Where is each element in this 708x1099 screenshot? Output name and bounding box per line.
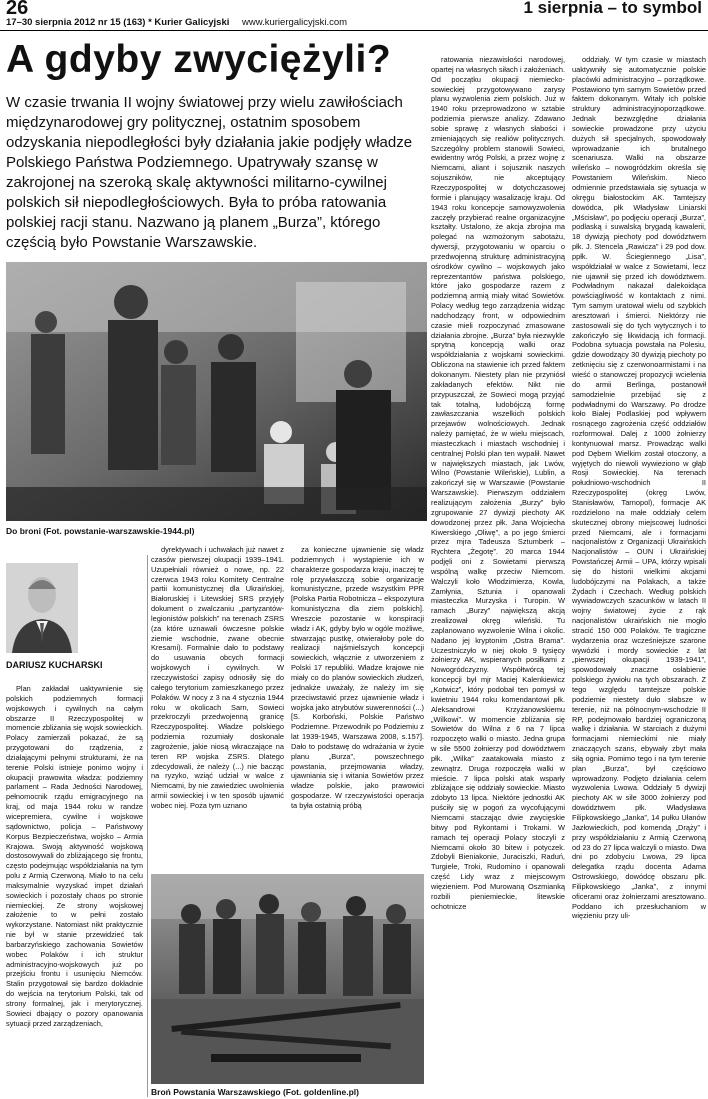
- issue-details: 17–30 sierpnia 2012 nr 15 (163) * Kurier Galicyjski: [6, 17, 230, 28]
- article-title: A gdyby zwyciężyli?: [6, 38, 392, 81]
- top-photo: [6, 262, 427, 521]
- column-1-text: Plan zakładał uaktywnienie się polskich podziemnych formacji wojskowych i cywilnych na całym obszarze II Rzeczypospolitej w momencie zbliżania się wojsk sowieckich. Polacy zamierzali pokazać, że są przygotowani do rządzenia, z działającymi pełnymi strukturami, że na terenie Polski istnieje ponimo wojny i okupacji prawowita władza: podziemny parlament – Rada Jedności Narodowej, pełnomocnik rządu emigracyjnego na kraj, od maja 1944 roku w randze wicepremiera, cywilne i wojskowe sądownictwo, policja – Państwowy Korpus Bezpieczeństwa, wojsko – Armia Krajowa. Swoją aktywność wojskową dostosowywali do zbliżającego się frontu, często podejmując współdziałania na tym polu z Armią Czerwoną. Miało to na celu maksymalnie wyzyskać impet działań sowieckich i pozostały chaos po stronie niemieckiej. Ze strony wojskowej założenie to w pełni zostało wykorzystane. Natomiast nikt praktycznie nie był w stanie przewidzieć tak barbarzyńskiego zachowania Sowietów wobec Polaków i ich struktur administracyjno-wojskowych już po przejściu frontu i usunięciu Niemców. Stalin przygotował się bardzo dokładnie do wejścia na terytorium Polski, tak od strony formalnej, jak i merytorycznej. Sowieci dbający o pozory opanowania sytuacji przed zarządzeniach,: [6, 684, 143, 1028]
- bottom-photo: [151, 874, 424, 1084]
- section-title: 1 sierpnia – to symbol: [523, 0, 702, 17]
- article-column-1: [6, 684, 143, 1097]
- issue-info: [6, 17, 347, 28]
- article-column-3: [291, 545, 424, 869]
- article-column-2: [151, 545, 284, 869]
- column-3-text: za konieczne ujawnienie się władz podziemnych i wystąpienie ich w charakterze gospodarza kraju, inaczej tę rolę przywłaszczą sobie organizacje komunistyczne, przede wszystkim PPR [Polska Partia Robotnicza – ekspozytura komunistyczna dla ziem polskich]. Wreszcie pozostanie w konspiracji władz i AK, gdyby było w ogóle możliwe, stwarzając pustkę, otwierałoby pole do realizacji najśmielszych koncepcji sowieckich, włącznie z utworzeniem z Polski 17 republiki. Władze krajowe nie miały co do planów sowieckich złudzeń, jednakże uważały, że należy im się przeciwstawić przez ujawnienie władz i wojska jako atrybutów suwerenności (...) [S. Korboński, Polskie Państwo Podziemne. Przewodnik po Podziemiu z lat 1939-1945, Warszawa 2008, s.157]. Dało to podstawę do wdrażania w życie planu „Burza”, powszechnego powstania, przejmowania władzy, ujawniania się i witania Sowietów przez władze polskie, jako prawowici gospodarze. W rzeczywistości operacja ta była ostatnią próbą: [291, 545, 424, 810]
- header-divider: [0, 30, 708, 31]
- column-4-text: ratowania niezawisłości narodowej, opartej na własnych siłach i założeniach. Od początku okupacji niemiecko-sowieckiej przygotowywano zarysy planu wyzwolenia ziem polskich. Już w 1940 roku przeprowadzono w sztabie podziemia pierwsze analizy. Zdawano sobie sprawę z własnych słabości i zmieniających się realiów politycznych. Szczególny problem stanowili Sowieci, ewidentny wróg Polski, a przez wojnę z Niemcami, aliant i sojusznik naszych sojuszników, nie akceptujący Rzeczypospolitej w dotychczasowej formie i planujący wasalizację kraju. Od 1943 roku koncepcje samowyzwolenia zaczęły przybierać realne organizacyjne kształty. Ustalono, że akcja zbrojna ma polegać na wzmożonym sabotażu, dywersji, przygotowaniu w oparciu o przedwojenną strukturę administracyjną ośrodków cywilno – wojskowych jako reprezentantów państwa polskiego, które jako gospodarze razem z podziemną armią miały witać Sowietów. Polacy według tego zarządzenia widząc nadchodzący front, w odpowiednim czasie mieli rozpoczynać zmasowane działania zbrojne. „Burza” była niezwykle sprytną koncepcją walki oraz współdziałania z wojskami sowieckimi. Obliczona na stawienie ich przed faktem dokonanym. Niestety plan nie przyniósł zakładanych efektów. Nikt nie przypuszczał, że Sowieci mogą przyjąć tak totalną, ludobójczą formę zawłaszczania wszelkich polskich przejawów wolnościowych. Jednak należy pamiętać, że w wielu miejscach, miasteczkach i miastach wschodniej i centralnej Polski plan ten wypalił. Nawet w największych miastach, jak Lwów, Wilno (Powstanie Wileńskie), Lublin, a zakończył się w Warszawie (Powstanie Warszawskie). Pierwszym oddziałem realizującym założenia „Burzy” było zgrupowanie 27 dywizji piechoty AK dowodzonej przez płk. Jana Wojciecha Kiwerskiego „Oliwę”, a po jego śmierci przez mjra Tadeusza Sztumberk – Rychtera „Żegotę”. 20 marca 1944 podjęli oni z Sowietami pierwszą wspólną walkę przeciw Niemcom. Walczyli koło Włodzimierza, Kowla, Zamłynia, Sztunia i opanowali miasteczka Murzyska i Turopin. W ramach „Burzy” największą akcją zrealizował okręg wileński. Tu zaplanowano wyzwolenie Wilna i okolic. Nadano jej kryptonim „Ostra Brama”. Uczestniczyło w niej około 9 tysięcy żołnierzy AK, wspieranych posiłkami z Nowogródczyzny. Współtwórcą tej koncepcji był mjr Maciej Kalenkiewicz „Kotwicz”, który podobał ten pomysł w kwietniu 1944 roku komendantowi płk. Aleksandrowi Krzyżanowskiemu „Wilkowi”. W momencie zbliżania się Sowietów do Wilna z 6 na 7 lipca rozpoczęto walki o miasto. Jedna grupa w sile 5500 żołnierzy pod dowództwem płk. „Wilka” zaatakowała miasto z zewnątrz. Druga rozpoczęła walki w mieście. 7 lipca polski atak wsparły zbliżające się oddziały sowieckie. Miasto zdobyto 13 lipca. Niektóre jednostki AK puściły się w pogoń za wycofującymi Niemcami staczając dwie zwycięskie bitwy pod Rykontami i Trokami. W ramach tej operacji Polacy stoczyli z Niemcami około 30 bitew i potyczek. Zdobyli Bieniakonie, Juraciszki, Raduń, Turgiele, Troki, Rudomino i opanowali część Lidy wraz z miejscowym więzieniem. Pod Murowaną Oszmianką rozbili pieniemieckie, litewskie ochotnicze: [431, 55, 565, 911]
- column-divider: [147, 555, 148, 1097]
- bottom-photo-image: [151, 874, 424, 1084]
- page-number: 26: [6, 0, 29, 19]
- column-5-text: oddziały. W tym czasie w miastach uaktywniły się automatycznie polskie placówki administracyjno – porządkowe. Postawiono tym samym Sowietów przed faktem dokonanym. Witały ich polskie struktury administracyjnoporządkowe. Jednak bezwzględne działania sowieckie prowadzone przy użyciu dużych sił specjalnych, spowodowały wprowadzanie ich brutalnego scenariusza. Walki na obszarze wileńsko – nowogródzkim określa się Powstaniem Wileńskim. Nieco odmiennie przedstawiała się sytuacja w okręgu białostockim AK. Tamtejszy dowódca, płk Władysław Liniarski „Mścisław”, po podjęciu operacji „Burza”, podlaską i suwalską brygadą kawalerii, 18 dywizją piechoty pod dowództwem płk. J. Stencela „Rawicza” i 29 pod dow. ppłk. W. Ściegiennego „Lisa”, współdziałał w walce z Sowietami, lecz nie ujawnił się przed ich dowództwem. Podwładnym nakazał dalekoidąca powściągliwość w kontaktach z nimi. Tym samym uratował wielu od szybkich aresztowań i śmierci. Niektórzy nie zastosowali się do tych wytycznych i to zakończyło się likwidacją ich formacji. Podobna sytuacja powstała na Polesiu, gdzie dowodzący 30 dywizją piechoty po zetknięciu się z czerwonoarmistami i na wieść o stanowczej propozycji wcielenia do armii Berlinga, postanowił samodzielnie przebijać się z podwładnymi do Warszawy. Po drodze koło Białej Podlaskiej pod wpływem rosnącego zagrożenia część oddziałów rozformował. Dalej z 1000 żołnierzy kontynuował marsz. Prowadząc walki pod Dębem Wielkim został otoczony, a wyjętych do niewoli wywieziono w głąb Rosji Sowieckiej. Na terenach południowo-wschodnich II Rzeczypospolitej (okręg Lwów, Stanisławów, Tarnopol), formacje AK rozdzielono na małe oddziały celem skutecznej obrony miejscowej ludności przed Niemcami, ale i formacjami nacjonalistów z Organizacji Ukraińskich Nacjonalistów – OUN i Ukraińskiej Powstańczej Armii – UPA, którzy wpisali się do historii wielkimi akcjami ludobójczymi na Polakach, a także Żydach i Czechach. Według polskich wywiadowczych szacunków w latach II wojny światowej życie z rąk nacjonalistów ukraińskich nie mogło stracić 150 000 Polaków. Te tragiczne wydarzenia oraz wcześniejsze szarone wywózki i mordy sowieckie z lat „pierwszej okupacji 1939-1941”, spowodowały znaczne osłabienie polskiego żywiołu na tych obszarach. Z tego względu tamtejsze polskie podziemie niestety duło słabsze w terenie, niż na północnym-wschodzie II RP, podejmowało bardziej ograniczoną walkę i działania. W starciach z dużymi formacjami niemieckimi nie miały znaczących szans, ebywały zbyt mała siłą ognia. Pomimo tego i na tym terenie plan „Burza”, był częściowo wprowadzony. Podjęto działania celem wyzwolenia Lwowa. Oddziały 5 dywizji piechoty AK w sile 3000 żołnierzy pod dowództwem płk. Władysława Filipkowskiego „Janka”, 14 pułku Ułanów Jazłowieckich, pod komendą „Drąży” i przy współdziałaniu z Armią Czerwoną od 23 do 27 lipca walczyli o miasto. Dwa dni po zdobyciu Lwowa, 29 lipca delegatka rządu docenta Adama Ostrowskiego, dowódcę obszaru płk. Filipkowskiego „Janka”, z innymi oficerami oraz żołnierzami aresztowano. Poddano ich przesłuchaniom w więzieniu przy uli-: [572, 55, 706, 921]
- top-photo-caption: Do broni (Fot. powstanie-warszawskie-1944.pl): [6, 526, 195, 536]
- top-photo-image: [6, 262, 427, 521]
- author-photo: [6, 563, 78, 653]
- article-column-5: [572, 55, 706, 1097]
- website-link[interactable]: www.kuriergalicyjski.com: [242, 17, 348, 28]
- article-column-4: [431, 55, 565, 1097]
- author-portrait: [6, 563, 78, 653]
- page-header: [0, 0, 708, 34]
- bottom-photo-caption: Broń Powstania Warszawskiego (Fot. goldenline.pl): [151, 1087, 359, 1097]
- article-lead: W czasie trwania II wojny światowej przy wielu zawiłościach międzynarodowej gry politycznej, ostatnim sposobem odzyskania niepodległości były działania jakie podjęły władze Polskiego Państwa Podziemnego. Upatrywały szansę w zakrojonej na szeroką skalę aktywności militarno-cywilnej polskich sił niepodległościowych. Była to próba ratowania polskiej racji stanu. Nazwano ją planem „Burza”, którego częścią było Powstanie Warszawskie.: [6, 94, 413, 251]
- column-2-text: dyrektywach i uchwałach już nawet z czasów pierwszej okupacji 1939–1941. Uzupełniali również o nowe, np. 22 czerwca 1943 roku Komitety Centralne partii komunistycznej dla Ukraińskiej, Białoruskiej i Litewskiej SRS przyjęły dokument o zwalczaniu „partyzantów-legionistów polskich” na terenach ZSRS (za które uznawali ówczesne polskie ziemie wschodnie, zwane obecnie Kresami). Formalnie dało to podstawy do usuwania obcych formacji wojskowych i cywilnych. W rzeczywistości zapisy odnosiły się do całego terytorium zamieszkanego przez Polaków. W nocy z 3 na 4 stycznia 1944 roku w okolicach Sarn, Sowieci przekroczyli przedwojenną granicę Rzeczypospolitej. Władze polskiego podziemia rozumiały doskonale zagrożenie, jakie niosą wkraczające na teren RP wojska ZSRS. Dlatego zdecydowali, że należy (...) nie bacząc na ryzyko, wziąć udział w walce z Niemcami, by nie zawiedziec uwolnienia armii sowieckiej i w ten sposób ujawnić wobec niej. Poza tym uznano: [151, 545, 284, 810]
- author-name: DARIUSZ KUCHARSKI: [6, 660, 103, 670]
